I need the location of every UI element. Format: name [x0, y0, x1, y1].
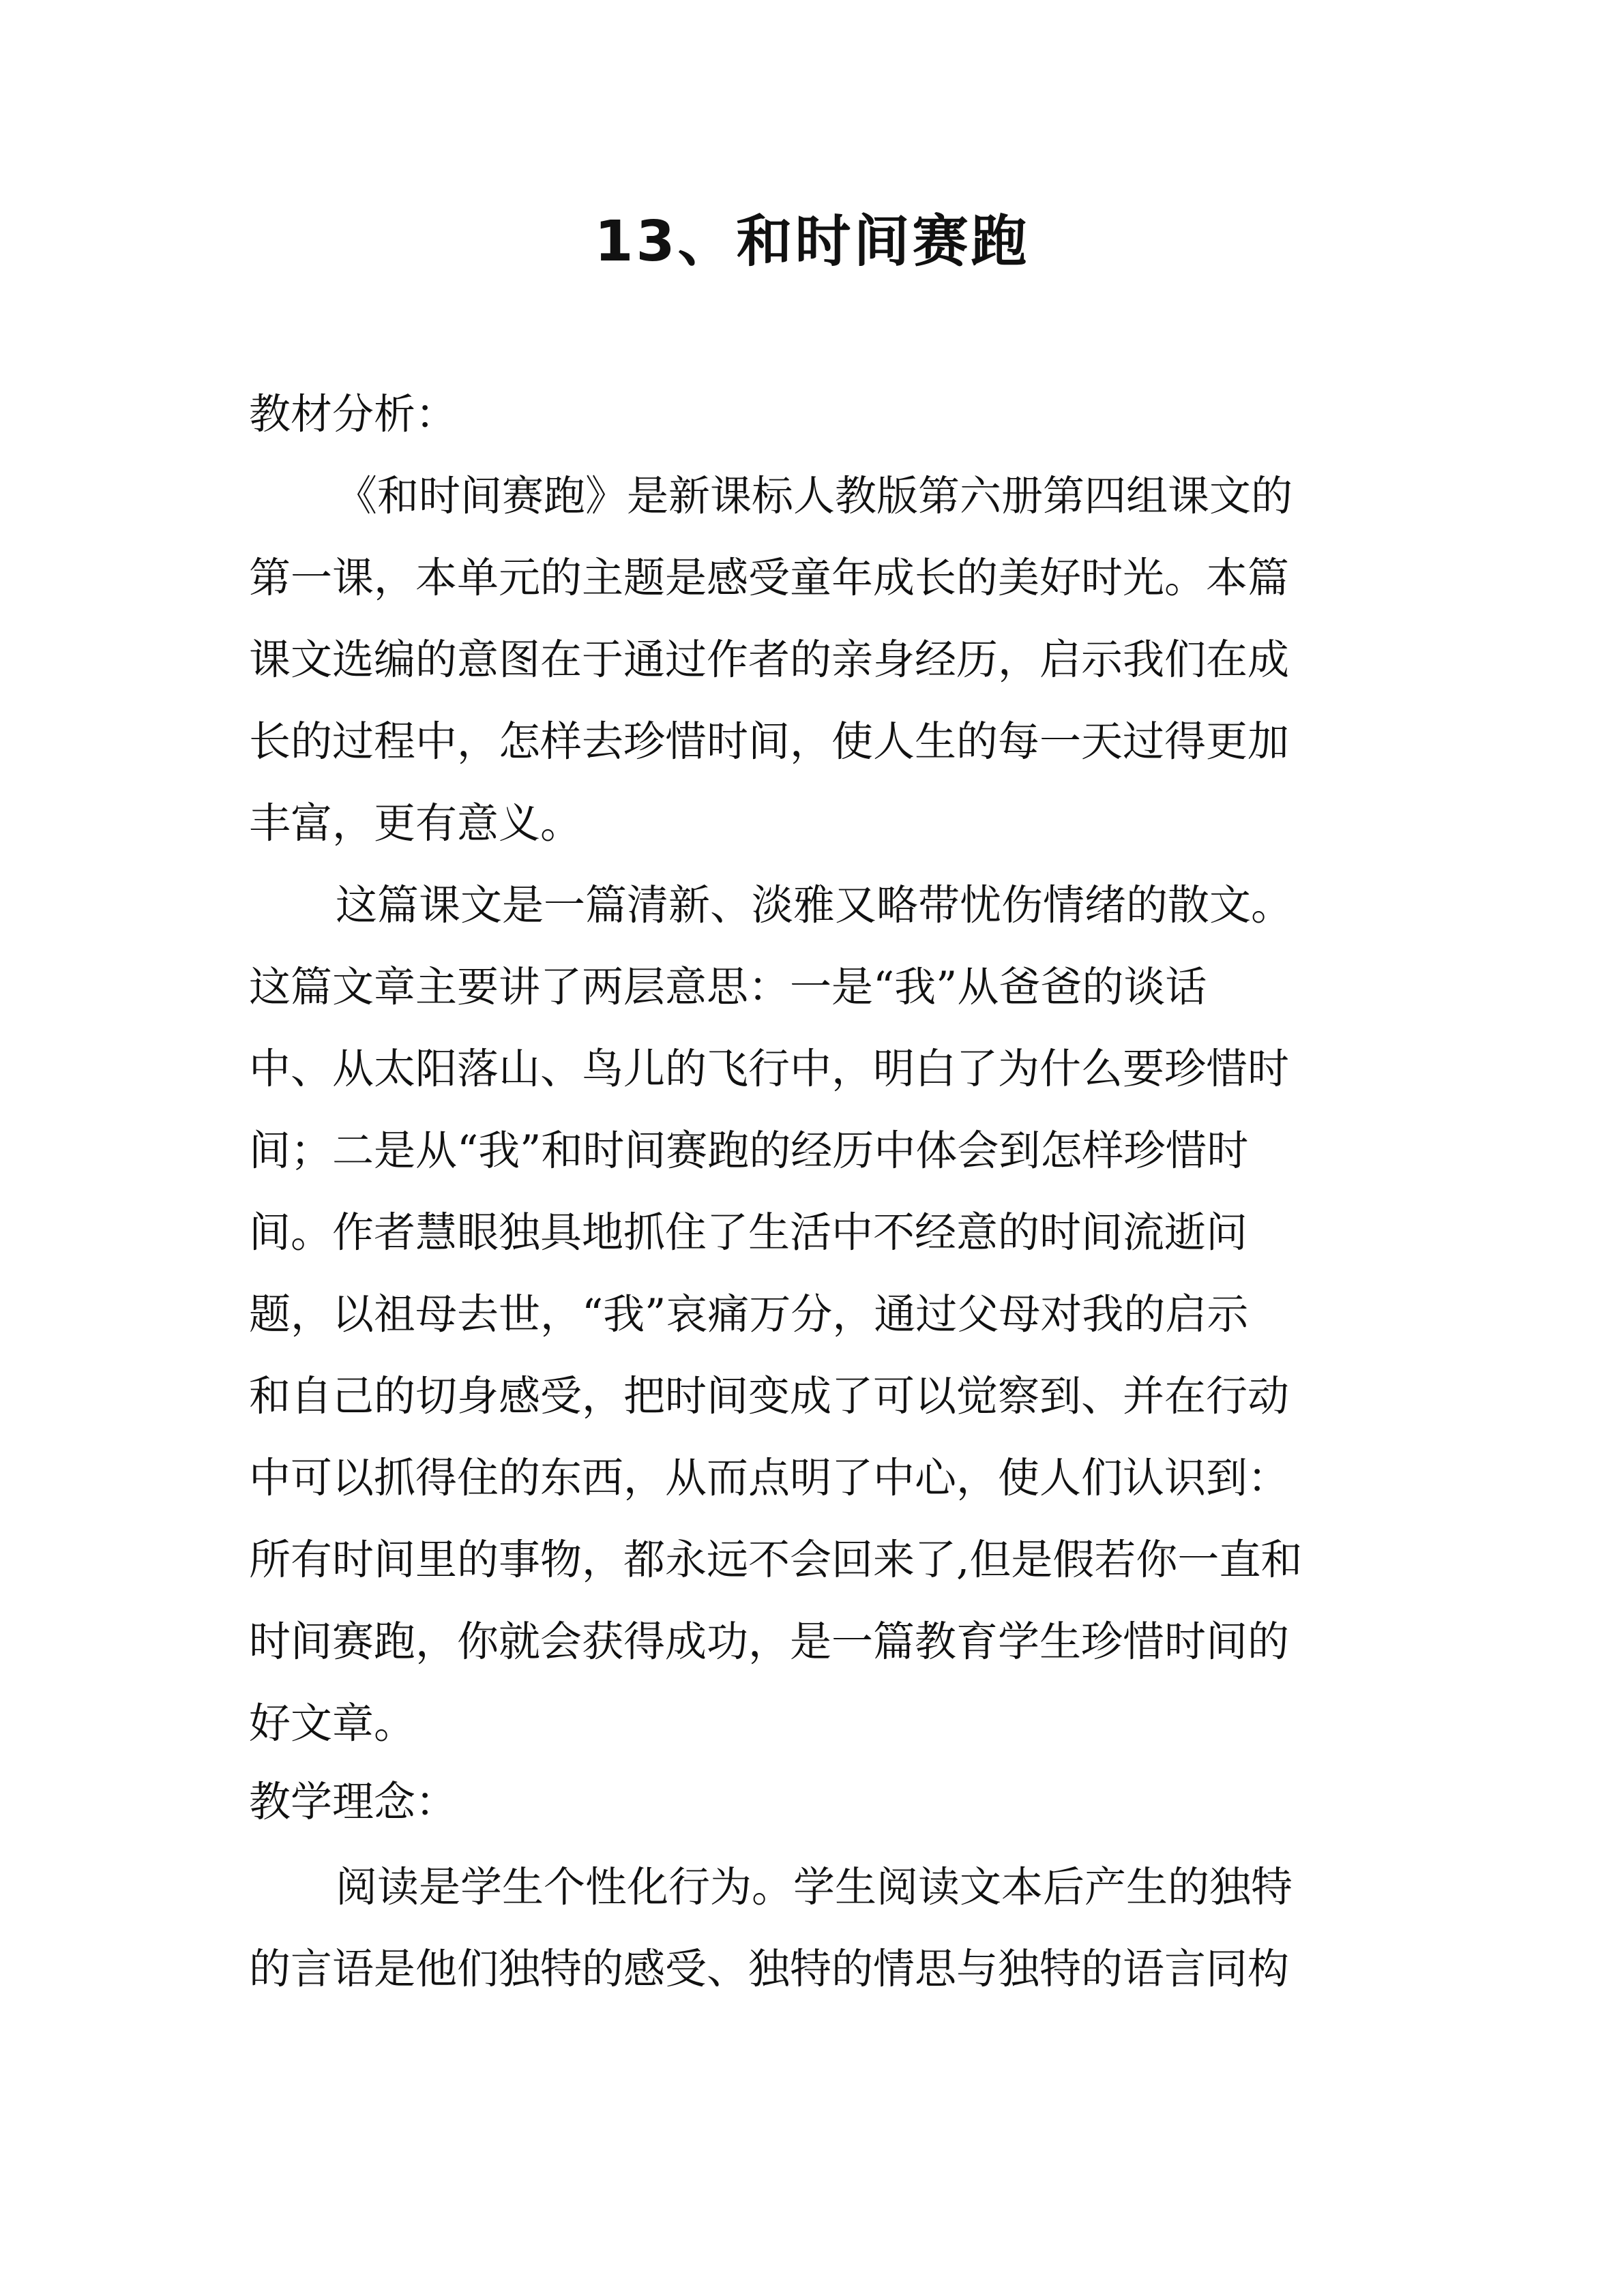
- text-line: 第一课，本单元的主题是感受童年成长的美好时光。本篇: [249, 554, 1290, 602]
- text-line: 间。作者慧眼独具地抓住了生活中不经意的时间流逝问: [249, 1208, 1248, 1257]
- text-line: 这篇课文是一篇清新、淡雅又略带忧伤情绪的散文。: [336, 881, 1293, 929]
- text-line: 中、从太阳落山、鸟儿的飞行中，明白了为什么要珍惜时: [249, 1045, 1290, 1093]
- text-line: 中可以抓得住的东西，从而点明了中心，使人们认识到：: [249, 1454, 1290, 1502]
- text-line: 好文章。: [249, 1699, 416, 1748]
- text-line: 阅读是学生个性化行为。学生阅读文本后产生的独特: [336, 1863, 1293, 1911]
- text-line: 的言语是他们独特的感受、独特的情思与独特的语言同构: [249, 1945, 1290, 1993]
- text-line: 和自己的切身感受，把时间变成了可以觉察到、并在行动: [249, 1372, 1290, 1420]
- text-line: 题，以祖母去世，“我”哀痛万分，通过父母对我的启示: [249, 1290, 1249, 1339]
- text-line: 所有时间里的事物，都永远不会回来了,但是假若你一直和: [249, 1536, 1303, 1584]
- text-line: 这篇文章主要讲了两层意思：一是“我”从爸爸的谈话: [249, 963, 1207, 1011]
- document-title: 13、和时间赛跑: [594, 209, 1030, 274]
- text-line: 间；二是从“我”和时间赛跑的经历中体会到怎样珍惜时: [249, 1127, 1249, 1175]
- text-line: 丰富，更有意义。: [249, 799, 582, 848]
- text-line: 时间赛跑，你就会获得成功，是一篇教育学生珍惜时间的: [249, 1617, 1290, 1666]
- section-heading-material-analysis: 教材分析：: [249, 390, 458, 438]
- text-line: 长的过程中，怎样去珍惜时间，使人生的每一天过得更加: [249, 717, 1290, 766]
- section-heading-teaching-philosophy: 教学理念：: [249, 1778, 458, 1826]
- text-line: 《和时间赛跑》是新课标人教版第六册第四组课文的: [336, 472, 1293, 520]
- text-line: 课文选编的意图在于通过作者的亲身经历，启示我们在成: [249, 636, 1290, 684]
